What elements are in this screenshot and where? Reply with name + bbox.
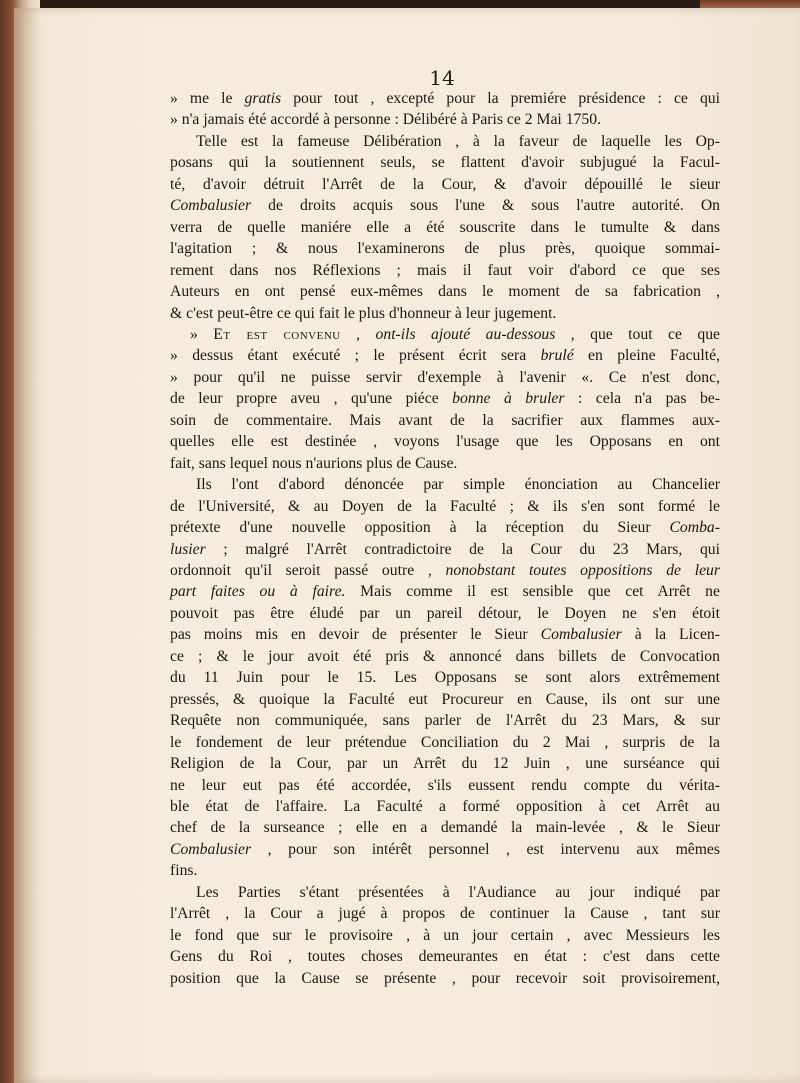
page-number: 14 (429, 66, 455, 90)
text-line (170, 968, 720, 989)
text-line (170, 109, 720, 130)
text-line (170, 131, 720, 152)
text-run: » me le (170, 90, 245, 107)
text-run: quelles elle est destinée , voyons l'usage que les Opposans en ont (170, 433, 720, 451)
text-run: soin de commentaire. Mais avant de la sacrifier aux flammes aux- (170, 411, 720, 429)
text-run: , (340, 325, 376, 343)
text-run: pour tout , excepté pour la premiére présidence : ce qui (281, 90, 720, 107)
text-run: » dessus étant exécuté ; le présent écrit sera (170, 347, 541, 365)
text-run: Les Parties s'étant présentées à l'Audiance au jour indiqué par (196, 883, 720, 901)
text-line (170, 88, 720, 109)
page-body-text (170, 88, 720, 989)
text-run: pressés, & quoique la Faculté eut Procureur en Cause, ils ont sur une (170, 690, 720, 708)
text-run: : cela n'a pas be- (564, 390, 720, 408)
italic-run: , nonobstant toutes oppositions de leur (427, 561, 720, 579)
text-run: de l'Université, & au Doyen de la Faculté ; & ils s'en sont formé le (170, 497, 720, 515)
text-run: Religion de la Cour, par un Arrêt du 12 Juin , une surséance qui (170, 755, 720, 773)
text-run: du 11 Juin pour le 15. Les Opposans se sont alors extrêmement (170, 669, 720, 687)
text-run: Auteurs en ont pensé eux-mêmes dans le moment de sa fabrication , (170, 283, 720, 301)
text-run: posans qui la soutiennent seuls, se flattent d'avoir subjugué la Facul- (170, 154, 720, 172)
italic-run: ont-ils ajouté au-dessous (375, 325, 556, 343)
text-line (170, 303, 720, 324)
text-line (170, 217, 720, 238)
italic-run: Comba- (669, 519, 720, 537)
text-run: pas moins mis en devoir de présenter le Sieur (170, 626, 541, 644)
text-line (170, 453, 720, 474)
text-line (170, 260, 720, 281)
small-caps-run: Et est convenu (213, 325, 341, 343)
text-line (170, 474, 720, 495)
text-line (170, 946, 720, 967)
text-run: à la Licen- (621, 626, 720, 644)
text-line (170, 388, 720, 409)
text-run: Requête non communiquée, sans parler de l'Arrêt du 23 Mars, & sur (170, 712, 720, 730)
text-run: » (190, 325, 214, 343)
italic-run: Combalusier (170, 197, 252, 215)
italic-run: gratis (244, 90, 282, 107)
text-run: le fondement de leur prétendue Conciliation du 2 Mai , surpris de la (170, 733, 720, 751)
text-line (170, 882, 720, 903)
text-run: Gens du Roi , toutes choses demeurantes en état : c'est dans cette (170, 948, 720, 966)
text-line (170, 367, 720, 388)
italic-run: lusier (170, 540, 206, 558)
text-line (170, 817, 720, 838)
text-run: Mais comme il est sensible que cet Arrêt ne (345, 583, 720, 601)
text-run: ce ; & le jour avoit été pris & annoncé dans billets de Convocation (170, 647, 720, 665)
text-run: l'agitation ; & nous l'examinerons de plus près, quoique sommai- (170, 240, 720, 258)
text-line (170, 925, 720, 946)
text-run: » pour qu'il ne puisse servir d'exemple à l'avenir «. Ce n'est donc, (170, 368, 720, 386)
text-line (170, 517, 720, 538)
text-run: Ils l'ont d'abord dénoncée par simple énonciation au Chancelier (196, 476, 720, 494)
text-line (170, 732, 720, 753)
text-run: en pleine Faculté, (573, 347, 721, 365)
text-run: ne leur eut pas été accordée, s'ils eussent rendu compte du vérita- (170, 776, 720, 794)
text-line (170, 152, 720, 173)
text-run: fins. (170, 862, 198, 880)
text-line (170, 238, 720, 259)
text-run: ble état de l'affaire. La Faculté a formé opposition à cet Arrêt au (170, 797, 720, 815)
text-run: , pour son intérêt personnel , est intervenu aux mêmes (251, 840, 720, 858)
text-line (170, 603, 720, 624)
text-run: l'Arrêt , la Cour a jugé à propos de continuer la Cause , tant sur (170, 905, 720, 923)
text-run: prétexte d'une nouvelle opposition à la réception du Sieur (170, 519, 670, 537)
text-line (170, 796, 720, 817)
text-line (170, 324, 720, 345)
text-run: le fond que sur le provisoire , à un jour certain , avec Messieurs les (170, 926, 720, 944)
text-line (170, 174, 720, 195)
text-line (170, 539, 720, 560)
text-line (170, 689, 720, 710)
italic-run: brulé (540, 347, 574, 365)
text-line (170, 410, 720, 431)
italic-run: Combalusier (540, 626, 622, 644)
text-line (170, 345, 720, 366)
text-run: Telle est la fameuse Délibération , à la faveur de laquelle les Op- (196, 132, 720, 150)
italic-run: Combalusier (170, 840, 252, 858)
text-line (170, 667, 720, 688)
text-run: de leur propre aveu , qu'une piéce (170, 390, 453, 408)
text-run: ordonnoit qu'il seroit passé outre (170, 561, 428, 579)
text-run: position que la Cause se présente , pour recevoir soit provisoirement, (170, 969, 720, 987)
text-line (170, 903, 720, 924)
text-run: fait, sans lequel nous n'aurions plus de Cause. (170, 454, 458, 472)
text-line (170, 581, 720, 602)
text-line (170, 860, 720, 881)
text-run: chef de la surseance ; elle en a demandé la main-levée , & le Sieur (170, 819, 720, 837)
text-run: ; malgré l'Arrêt contradictoire de la Cour du 23 Mars, qui (205, 540, 720, 558)
text-run: pouvoit pas être éludé par un pareil détour, le Doyen ne s'en étoit (170, 604, 720, 622)
text-line (170, 560, 720, 581)
text-run: rement dans nos Réflexions ; mais il faut voir d'abord ce que ses (170, 261, 720, 279)
text-line (170, 839, 720, 860)
text-run: de droits acquis sous l'une & sous l'autre autorité. On (251, 197, 720, 215)
page-gutter-shadow (14, 8, 40, 1083)
text-run: verra de quelle maniére elle a été souscrite dans le tumulte & dans (170, 218, 720, 236)
text-run: & c'est peut-être ce qui fait le plus d'honneur à leur jugement. (170, 304, 557, 322)
text-line (170, 753, 720, 774)
italic-run: bonne à bruler (452, 390, 565, 408)
text-line (170, 624, 720, 645)
text-line (170, 496, 720, 517)
text-run: » n'a jamais été accordé à personne : Délibéré à Paris ce 2 Mai 1750. (170, 111, 602, 129)
text-line (170, 431, 720, 452)
text-line (170, 281, 720, 302)
text-line (170, 195, 720, 216)
text-run: , que tout ce que (555, 325, 720, 343)
text-line (170, 646, 720, 667)
text-line (170, 710, 720, 731)
text-line (170, 775, 720, 796)
text-run: té, d'avoir détruit l'Arrêt de la Cour, & d'avoir dépouillé le sieur (170, 175, 720, 193)
italic-run: part faites ou à faire. (170, 583, 346, 601)
